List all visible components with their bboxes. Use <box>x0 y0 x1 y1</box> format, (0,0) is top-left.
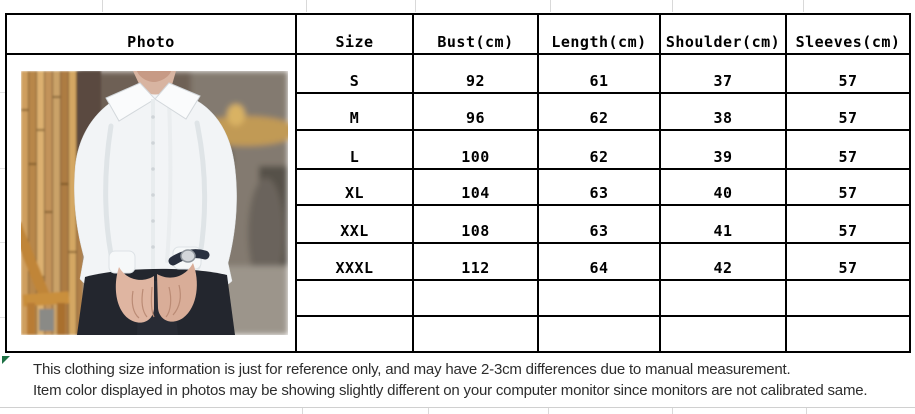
gridline <box>428 408 429 414</box>
length-cell <box>539 281 661 317</box>
gridline <box>550 0 551 12</box>
left-cuff <box>109 251 135 273</box>
shoulder-cell <box>661 281 787 317</box>
disclaimer-notes <box>0 353 915 407</box>
bust-cell <box>414 317 539 351</box>
size-cell: XXXL <box>297 244 414 281</box>
product-photo-cell <box>7 55 297 351</box>
model-photo <box>21 71 288 335</box>
header-length: Length(cm) <box>539 15 661 55</box>
sleeves-cell: 57 <box>787 244 909 281</box>
gridline <box>0 407 915 408</box>
gridline <box>548 408 549 414</box>
size-cell <box>297 281 414 317</box>
shoulder-cell: 38 <box>661 94 787 131</box>
bust-cell: 92 <box>414 55 539 94</box>
sleeves-cell: 57 <box>787 170 909 206</box>
header-sleeves: Sleeves(cm) <box>787 15 909 55</box>
button-placket <box>151 99 155 271</box>
bust-cell: 112 <box>414 244 539 281</box>
size-cell: L <box>297 131 414 170</box>
size-cell <box>297 317 414 351</box>
length-cell: 64 <box>539 244 661 281</box>
sleeves-cell: 57 <box>787 94 909 131</box>
size-cell: S <box>297 55 414 94</box>
disclaimer-line-2: Item color displayed in photos may be showing slightly different on your computer monitor since monitors are not calibrated same. <box>33 382 868 399</box>
gridline <box>806 408 807 414</box>
gridline <box>302 408 303 414</box>
shoulder-cell: 39 <box>661 131 787 170</box>
shoulder-cell: 40 <box>661 170 787 206</box>
gridline <box>102 0 103 12</box>
sleeves-cell <box>787 317 909 351</box>
length-cell: 62 <box>539 94 661 131</box>
length-cell: 62 <box>539 131 661 170</box>
size-cell: M <box>297 94 414 131</box>
disclaimer-line-1: This clothing size information is just for reference only, and may have 2-3cm differences due to manual measurement. <box>33 361 791 378</box>
bust-cell <box>414 281 539 317</box>
gridline <box>672 0 673 12</box>
header-shoulder: Shoulder(cm) <box>661 15 787 55</box>
gridline <box>803 0 804 12</box>
header-photo: Photo <box>7 15 297 55</box>
length-cell: 61 <box>539 55 661 94</box>
size-cell: XXL <box>297 206 414 244</box>
shoulder-cell: 37 <box>661 55 787 94</box>
sleeves-cell: 57 <box>787 55 909 94</box>
white-shirt <box>74 93 236 290</box>
gridline <box>306 0 307 12</box>
sleeves-cell: 57 <box>787 206 909 244</box>
length-cell: 63 <box>539 170 661 206</box>
bust-cell: 104 <box>414 170 539 206</box>
sleeves-cell <box>787 281 909 317</box>
shoulder-cell <box>661 317 787 351</box>
bust-cell: 100 <box>414 131 539 170</box>
gridline <box>415 0 416 12</box>
header-bust: Bust(cm) <box>414 15 539 55</box>
size-table <box>5 13 911 353</box>
header-size: Size <box>297 15 414 55</box>
shoulder-cell: 42 <box>661 244 787 281</box>
bust-cell: 96 <box>414 94 539 131</box>
gridline <box>672 408 673 414</box>
length-cell: 63 <box>539 206 661 244</box>
sleeves-cell: 57 <box>787 131 909 170</box>
length-cell <box>539 317 661 351</box>
bust-cell: 108 <box>414 206 539 244</box>
size-cell: XL <box>297 170 414 206</box>
shoulder-cell: 41 <box>661 206 787 244</box>
